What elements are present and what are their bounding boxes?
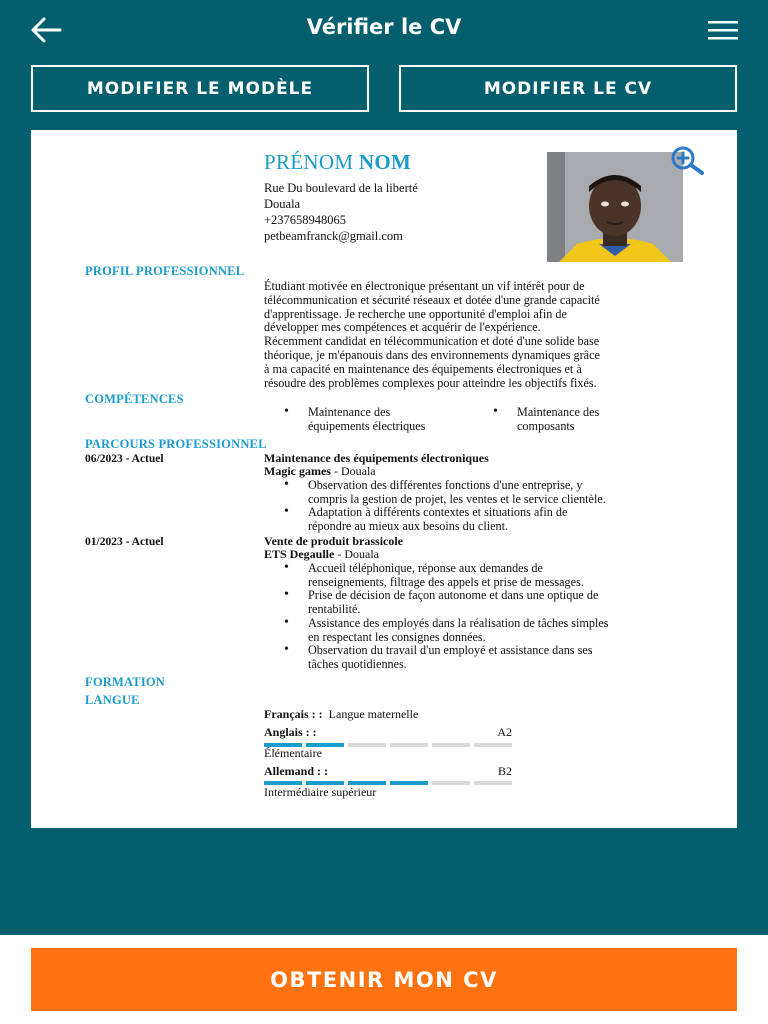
skill-line: composants	[517, 418, 575, 433]
job-city: - Douala	[330, 464, 376, 478]
cv-phone: +237658948065	[264, 213, 347, 227]
task-line: renseignements, filtrage des appels et prise de messages.	[308, 574, 584, 589]
section-title-profile: PROFIL PROFESSIONNEL	[85, 264, 245, 278]
cv-contact	[264, 180, 418, 244]
job-title-text: Vente de produit brassicole	[264, 534, 404, 548]
task-line: en respectant les consignes données.	[308, 629, 486, 644]
task-line: • Adaptation à différents contextes et situations afin de	[308, 505, 568, 519]
profile-photo	[547, 152, 683, 262]
skill-line: équipements électriques	[308, 418, 426, 433]
get-cv-button[interactable]: OBTENIR MON CV	[31, 948, 737, 1011]
job-task	[264, 589, 704, 617]
edit-cv-button[interactable]: MODIFIER LE CV	[399, 65, 737, 112]
cv-preview	[31, 130, 737, 828]
job-task	[264, 562, 704, 590]
level-segment	[390, 781, 428, 785]
language-item-french	[264, 708, 512, 721]
hamburger-menu-icon[interactable]	[706, 18, 740, 42]
job-task	[264, 479, 704, 507]
edit-template-button[interactable]: MODIFIER LE MODÈLE	[31, 65, 369, 112]
level-segment	[474, 781, 512, 785]
cv-city: Douala	[264, 197, 301, 211]
profile-line: théorique, je m'épanouis dans des environnements dynamiques grâce	[264, 347, 600, 362]
profile-line: à ma capacité en maintenance des équipements électroniques et à	[264, 361, 582, 376]
section-title-education: FORMATION	[85, 675, 166, 689]
task-line: • Accueil téléphonique, réponse aux demandes de	[308, 561, 543, 575]
language-name: Français : :	[264, 707, 323, 721]
task-line: tâches quotidiennes.	[308, 656, 407, 671]
profile-photo-illustration	[547, 152, 683, 262]
cv-name	[264, 150, 411, 175]
language-level: B2	[497, 764, 512, 778]
task-line: compris la gestion de projet, les ventes et le service clientèle.	[308, 491, 606, 506]
zoom-in-icon[interactable]	[669, 146, 707, 176]
cv-first-name: PRÉNOM	[264, 150, 354, 174]
task-line: • Observation des différentes fonctions d'une entreprise, y	[308, 478, 583, 492]
section-title-languages: LANGUE	[85, 693, 140, 707]
cv-address: Rue Du boulevard de la liberté	[264, 181, 418, 195]
job-dates: 01/2023 - Actuel	[85, 536, 164, 548]
cv-email: petbeamfranck@gmail.com	[264, 229, 403, 243]
level-segment	[432, 781, 470, 785]
job-task	[264, 644, 704, 672]
profile-line: Récemment candidat en télécommunication et doté d'une solide base	[264, 334, 600, 349]
language-level: A2	[497, 725, 512, 739]
language-item-english	[264, 726, 512, 739]
top-bar	[0, 0, 768, 60]
task-line: rentabilité.	[308, 601, 361, 616]
job-title-text: Maintenance des équipements électroniques	[264, 451, 489, 465]
job-task	[264, 617, 704, 645]
skill-item	[473, 406, 683, 434]
profile-line: d'apprentissage. Je recherche une opportunité d'emploi afin de	[264, 306, 567, 321]
job-task	[264, 506, 704, 534]
task-line: répondre au mieux aux besoins du client.	[308, 518, 509, 533]
job-company	[264, 465, 376, 479]
bottom-bar	[0, 935, 768, 1024]
job-company	[264, 548, 379, 562]
task-line: • Observation du travail d'un employé et assistance dans ses	[308, 643, 593, 657]
language-desc: Élémentaire	[264, 746, 322, 760]
profile-line: résoudre des problèmes complexes pour atteindre les objectifs fixés.	[264, 375, 597, 390]
skill-item	[264, 406, 474, 434]
language-item-german	[264, 765, 512, 778]
section-title-experience: PARCOURS PROFESSIONNEL	[85, 437, 267, 451]
skill-line: • Maintenance des	[517, 405, 600, 419]
task-line: • Assistance des employés dans la réalisation de tâches simples	[308, 616, 609, 630]
language-note: Langue maternelle	[328, 707, 419, 721]
skill-line: • Maintenance des	[308, 405, 391, 419]
profile-line: développer mes compétences et acquérir de l'expérience.	[264, 320, 541, 335]
profile-summary	[264, 280, 684, 390]
job-city: - Douala	[334, 547, 379, 561]
section-title-skills: COMPÉTENCES	[85, 392, 184, 406]
profile-line: Étudiant motivée en électronique présentant un vif intérêt pour de	[264, 279, 585, 293]
task-line: • Prise de décision de façon autonome et dans une optique de	[308, 588, 599, 602]
page-title: Vérifier le CV	[306, 15, 462, 39]
language-name: Allemand : :	[264, 764, 328, 778]
language-name: Anglais : :	[264, 725, 317, 739]
profile-line: télécommunication et sécurité réseaux et dotée d'une grande capacité	[264, 292, 600, 307]
job-dates: 06/2023 - Actuel	[85, 453, 164, 465]
job-company-name: ETS Degaulle	[264, 547, 335, 561]
job-company-name: Magic games	[264, 464, 331, 478]
cv-last-name: NOM	[358, 150, 412, 174]
language-desc: Intermédiaire supérieur	[264, 785, 377, 799]
